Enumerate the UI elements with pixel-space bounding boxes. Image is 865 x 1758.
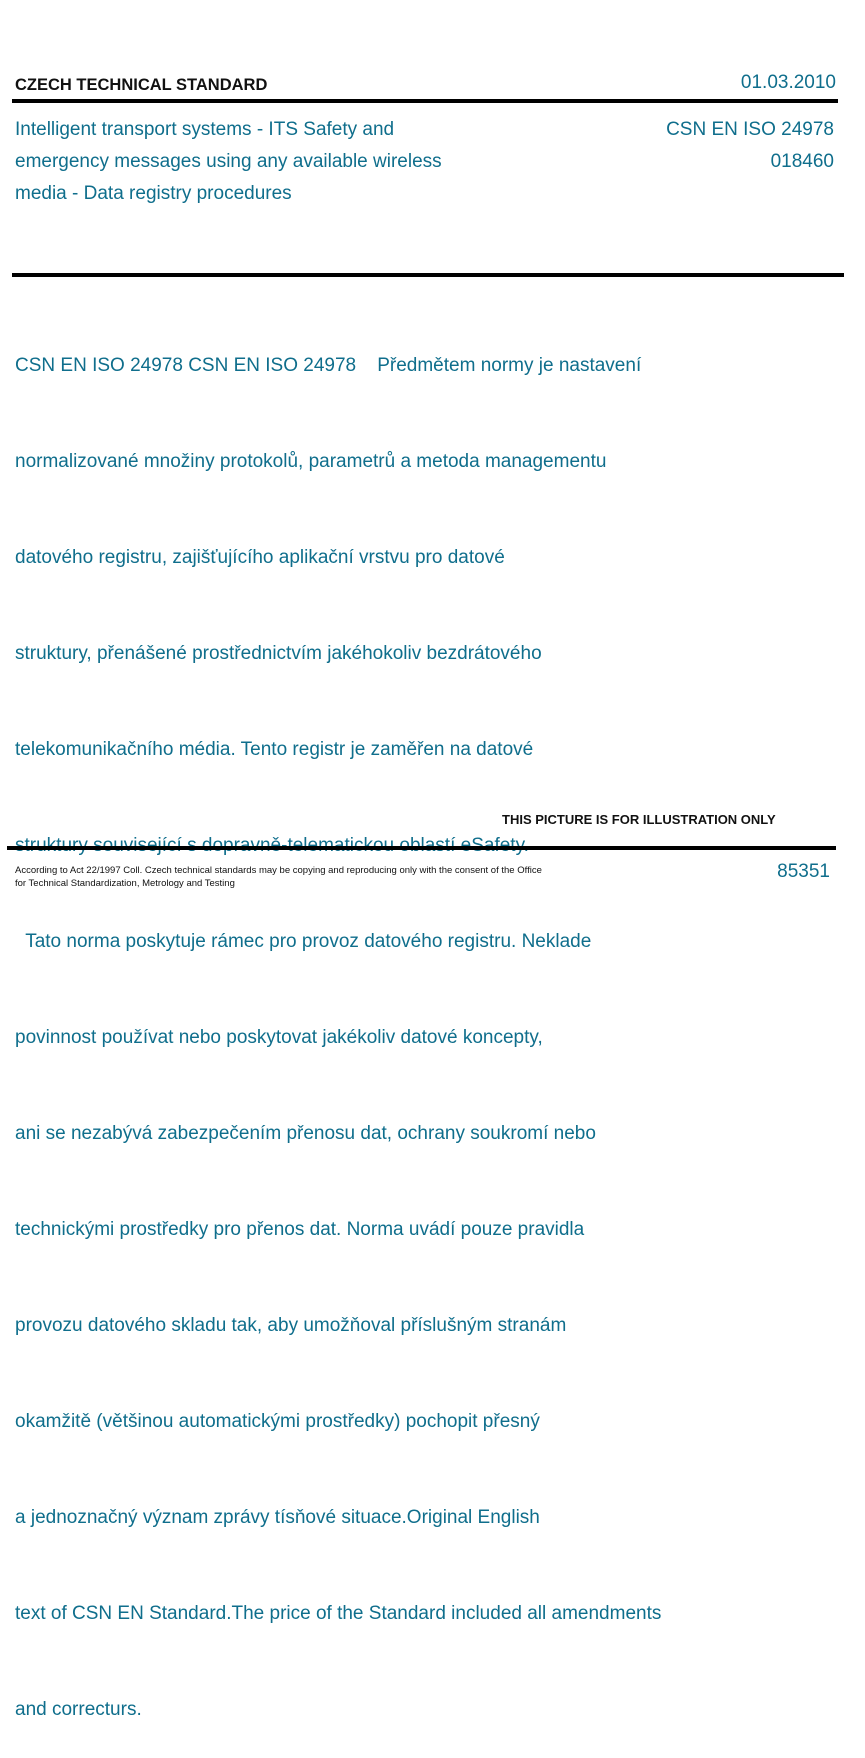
abstract-line: Tato norma poskytuje rámec pro provoz datového registru. Neklade — [15, 931, 592, 952]
abstract-line: datového registru, zajišťujícího aplikační vrstvu pro datové — [15, 547, 505, 568]
abstract-line: a jednoznačný význam zprávy tísňové situace.Original English — [15, 1507, 540, 1528]
illustration-disclaimer: THIS PICTURE IS FOR ILLUSTRATION ONLY — [502, 812, 776, 827]
legal-note-line: According to Act 22/1997 Coll. Czech technical standards may be copying and reproducing only with the consent of the Office — [15, 865, 542, 876]
abstract-line: text of CSN EN Standard.The price of the Standard included all amendments — [15, 1603, 662, 1624]
abstract-line: normalizované množiny protokolů, parametrů a metoda managementu — [15, 451, 607, 472]
title-divider — [12, 273, 844, 277]
abstract-line: povinnost používat nebo poskytovat jakékoliv datové koncepty, — [15, 1027, 543, 1048]
abstract-line: and correcturs. — [15, 1699, 142, 1720]
abstract-line: CSN EN ISO 24978 CSN EN ISO 24978 Předmětem normy je nastavení — [15, 355, 642, 376]
footer-number: 85351 — [777, 861, 830, 882]
document-title-line: Intelligent transport systems - ITS Safety and — [15, 119, 395, 140]
abstract-line: ani se nezabývá zabezpečením přenosu dat, ochrany soukromí nebo — [15, 1123, 596, 1144]
standard-type-label: CZECH TECHNICAL STANDARD — [15, 76, 268, 94]
footer-divider — [7, 846, 836, 850]
standard-identifier — [666, 114, 834, 178]
publication-date: 01.03.2010 — [740, 72, 836, 93]
legal-note — [15, 864, 615, 890]
document-title-line: emergency messages using any available wireless — [15, 151, 442, 172]
header-divider — [12, 99, 838, 103]
document-title — [15, 114, 535, 210]
abstract-line: provozu datového skladu tak, aby umožňoval příslušným stranám — [15, 1315, 567, 1336]
abstract-text — [15, 286, 835, 1758]
legal-note-line: for Technical Standardization, Metrology and Testing — [15, 878, 235, 889]
abstract-line: telekomunikačního média. Tento registr je zaměřen na datové — [15, 739, 534, 760]
standard-code: CSN EN ISO 24978 — [666, 119, 834, 140]
abstract-line: okamžitě (většinou automatickými prostředky) pochopit přesný — [15, 1411, 540, 1432]
abstract-line: struktury, přenášené prostřednictvím jakéhokoliv bezdrátového — [15, 643, 542, 664]
abstract-line: technickými prostředky pro přenos dat. Norma uvádí pouze pravidla — [15, 1219, 585, 1240]
catalog-number: 018460 — [770, 151, 834, 172]
document-title-line: media - Data registry procedures — [15, 183, 292, 204]
